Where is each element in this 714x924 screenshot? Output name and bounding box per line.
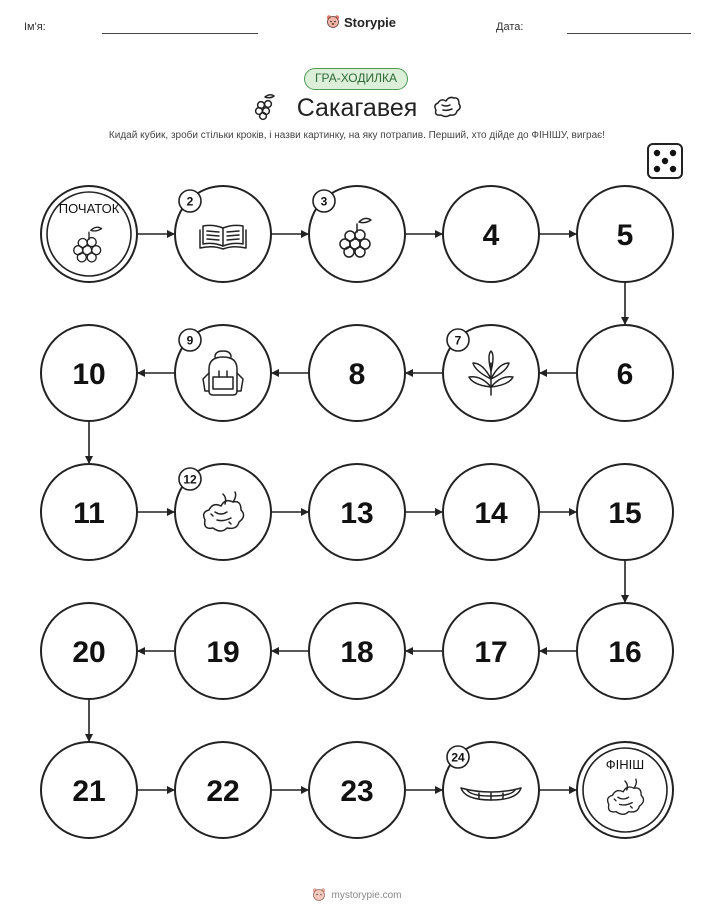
- cell-number: 9: [186, 333, 194, 348]
- path-arrow: [271, 647, 309, 655]
- cell-number: 20: [72, 636, 106, 669]
- cell-number: 10: [72, 358, 106, 391]
- board-cells: [41, 186, 673, 838]
- cell-number: 6: [616, 358, 634, 391]
- board-cell-19: [175, 603, 271, 699]
- board-cell-4: [443, 186, 539, 282]
- path-arrow: [271, 369, 309, 377]
- path-arrow: [271, 786, 309, 794]
- bear-mascot-icon: [312, 887, 326, 903]
- cell-number: 7: [454, 333, 462, 348]
- cell-number: 14: [474, 497, 508, 530]
- board-cell-15: [577, 464, 673, 560]
- instructions-text: Кидай кубик, зроби стільки кроків, і назви картинку, на яку потрапив. Перший, хто дійде до ФІНІШУ, виграє!: [108, 130, 606, 141]
- path-arrow: [621, 560, 629, 603]
- cell-number: 11: [73, 497, 105, 530]
- cell-number: 22: [206, 775, 240, 808]
- board-cell-18: [309, 603, 405, 699]
- cell-number: 15: [608, 497, 642, 530]
- board-cell-23: [309, 742, 405, 838]
- board-cell-11: [41, 464, 137, 560]
- berries-decoration-icon: [256, 95, 274, 120]
- board-cell-16: [577, 603, 673, 699]
- cell-number: 19: [206, 636, 240, 669]
- path-arrow: [621, 282, 629, 325]
- cell-number: 4: [482, 219, 500, 252]
- path-arrow: [405, 369, 443, 377]
- board-cell-1: [41, 186, 137, 282]
- cell-number: 16: [608, 636, 642, 669]
- board-cell-7: [443, 325, 539, 421]
- board-cell-14: [443, 464, 539, 560]
- path-arrow: [137, 230, 175, 238]
- board-cell-22: [175, 742, 271, 838]
- page-title: Сакагавея: [296, 94, 418, 122]
- path-arrow: [85, 421, 93, 464]
- game-type-badge: ГРА-ХОДИЛКА: [304, 68, 408, 90]
- path-arrow: [85, 699, 93, 742]
- brand-name: Storypie: [344, 14, 397, 30]
- start-label: ПОЧАТОК: [58, 201, 120, 216]
- dice-five-icon: [648, 144, 682, 178]
- board-cell-8: [309, 325, 405, 421]
- board-cell-2: [175, 186, 271, 282]
- board-cell-10: [41, 325, 137, 421]
- cell-number: 2: [186, 194, 194, 209]
- board-cell-5: [577, 186, 673, 282]
- cell-number: 8: [348, 358, 366, 391]
- path-arrow: [539, 786, 577, 794]
- board-cell-20: [41, 603, 137, 699]
- cell-number: 24: [451, 750, 465, 765]
- path-arrow: [137, 508, 175, 516]
- path-arrow: [405, 508, 443, 516]
- board-cell-13: [309, 464, 405, 560]
- path-arrow: [539, 230, 577, 238]
- board-cell-12: [175, 464, 271, 560]
- path-arrow: [137, 647, 175, 655]
- board-cell-25: [577, 742, 673, 838]
- cell-number: 12: [183, 472, 197, 487]
- cell-number: 5: [616, 219, 634, 252]
- cell-number: 3: [320, 194, 328, 209]
- name-label: Ім'я:: [24, 21, 46, 33]
- path-arrow: [539, 647, 577, 655]
- board-cell-6: [577, 325, 673, 421]
- ginger-decoration-icon: [435, 97, 460, 116]
- board-cell-9: [175, 325, 271, 421]
- path-arrow: [271, 508, 309, 516]
- path-arrow: [539, 508, 577, 516]
- path-arrow: [405, 647, 443, 655]
- board-cell-3: [309, 186, 405, 282]
- cell-number: 17: [474, 636, 508, 669]
- path-arrow: [271, 230, 309, 238]
- cell-number: 13: [340, 497, 374, 530]
- path-arrow: [405, 230, 443, 238]
- cell-number: 18: [340, 636, 374, 669]
- path-arrow: [405, 786, 443, 794]
- board-cell-21: [41, 742, 137, 838]
- footer-url: mystorypie.com: [331, 889, 402, 901]
- path-arrow: [137, 786, 175, 794]
- cell-number: 21: [72, 775, 106, 808]
- date-label: Дата:: [496, 21, 524, 33]
- board-cell-17: [443, 603, 539, 699]
- finish-label: ФІНІШ: [605, 757, 645, 772]
- board-cell-24: [443, 742, 539, 838]
- path-arrow: [539, 369, 577, 377]
- footer: [0, 887, 714, 903]
- path-arrow: [137, 369, 175, 377]
- cell-number: 23: [340, 775, 374, 808]
